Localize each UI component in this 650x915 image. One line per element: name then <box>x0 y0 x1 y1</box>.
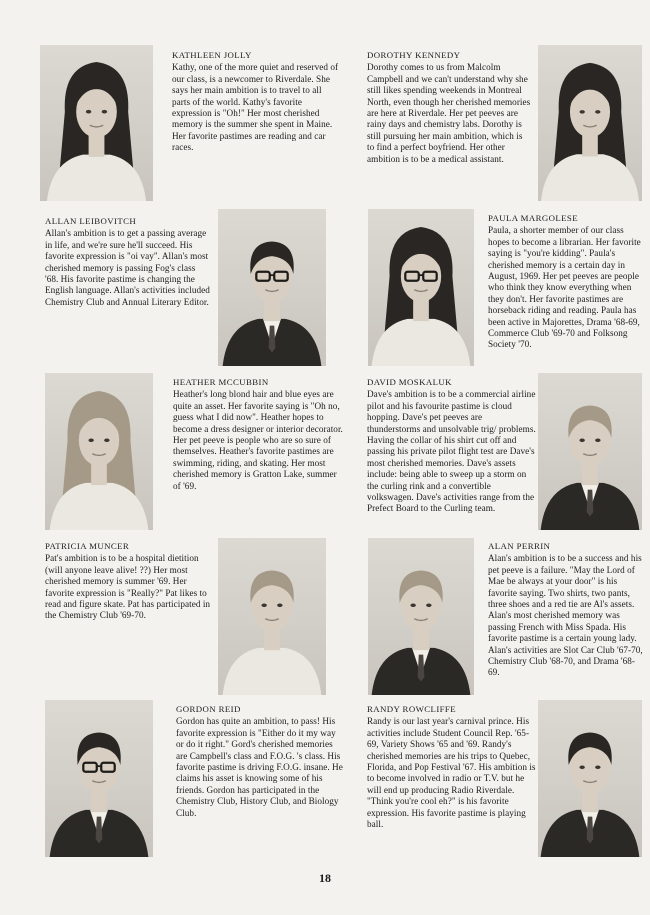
portrait-photo <box>368 209 474 366</box>
student-bio: Pat's ambition is to be a hospital dietition (will anyone leave alive! ??) Her most cherished memory is summer '69. Her favorite expression is "Really?" Pat likes to read and figure skate. Pat has participated in the Chemistry Club '69-70. <box>45 553 211 621</box>
student-name: ALAN PERRIN <box>488 541 551 551</box>
student-entry <box>172 50 340 154</box>
student-name: RANDY ROWCLIFFE <box>367 704 457 714</box>
student-entry <box>488 541 644 679</box>
student-entry <box>488 213 644 351</box>
student-entry <box>45 541 213 622</box>
portrait-photo <box>538 700 642 857</box>
student-bio: Dave's ambition is to be a commercial airline pilot and his favourite pastime is cloud hopping. Dave's pet peeves are thunderstorms and unsolvable trig/ problems. Having the collar of his shirt cut off and passing his private pilot flight test are Dave's most cherished memories. Dave's assets include: being able to sweep up a storm on the curling rink and a convertible volkswagen. Dave's activities range from the Prefect Board to the Curling team. <box>367 389 536 514</box>
student-entry <box>45 216 210 308</box>
student-entry <box>176 704 344 819</box>
student-bio: Alan's ambition is to be a success and his pet peeve is a failure. "May the Lord of Mae be always at your door" is his favorite saying. Two shirts, two pants, three shoes and a red tie are Al's assets. Alan's most cherished memory was passing French with Miss Spada. His favorite pastime is a certain young lady. Alan's activities are Slot Car Club '67-70, Chemistry Club '68-70, and Drama '68-69. <box>488 553 643 678</box>
student-name: PAULA MARGOLESE <box>488 213 578 223</box>
student-entry <box>367 704 537 830</box>
portrait-photo <box>40 45 153 201</box>
student-bio: Randy is our last year's carnival prince. His activities include Student Council Rep. '65-69, Variety Shows '65 and '69. Randy's cherished memories are his trips to Quebec, Florida, and Pop Festival '67. His ambition is to become involved in radio or T.V. but he will end up producing Radio Riverdale. "Think you're cool eh?" is his favorite expression. His favorite pastime is playing ball. <box>367 716 536 830</box>
student-name: PATRICIA MUNCER <box>45 541 130 551</box>
portrait-photo <box>538 45 642 201</box>
student-bio: Kathy, one of the more quiet and reserved of our class, is a newcomer to Riverdale. She says her main ambition is to travel to all parts of the world. Kathy's favorite expression is "Oh!" Her most cherished memory is the summer she spent in Maine. Her favorite pastimes are reading and car races. <box>172 62 339 153</box>
student-bio: Gordon has quite an ambition, to pass! His favorite expression is "Either do it my way or do it right." Gord's cherished memories are Campbell's class and F.O.G. 's class. His favorite pastime is driving F.O.G. insane. He claims his asset is knowing some of his friends. Gordon has participated in the Chemistry Club, History Club, and Biology Club. <box>176 716 343 818</box>
portrait-photo <box>218 538 326 695</box>
student-entry <box>367 50 532 165</box>
student-name: GORDON REID <box>176 704 241 714</box>
student-name: DOROTHY KENNEDY <box>367 50 461 60</box>
student-bio: Dorothy comes to us from Malcolm Campbell and we can't understand why she still likes spending weekends in Montreal North, even though her cherished memories are here at Riverdale. Her pet peeves are rainy days and chemistry labs. Dorothy is still pursuing her main ambition, which is to find a perfect boyfriend. Her other ambition is to be a medical assistant. <box>367 62 531 164</box>
page-number: 18 <box>319 871 331 885</box>
portrait-photo <box>368 538 474 695</box>
student-name: HEATHER MCCUBBIN <box>173 377 269 387</box>
student-name: DAVID MOSKALUK <box>367 377 452 387</box>
portrait-photo <box>538 373 642 530</box>
student-name: ALLAN LEIBOVITCH <box>45 216 137 226</box>
student-entry <box>173 377 343 492</box>
student-bio: Paula, a shorter member of our class hopes to become a librarian. Her favorite saying is "you're kidding". Paula's cherished memory is a certain day in August, 1969. Her pet peeves are people who think they know everything when they don't. Her favorite pastimes are horseback riding and reading. Paula has been active in Majorettes, Drama '68-69, Commerce Club '69-70 and Folksong Society '70. <box>488 225 641 350</box>
student-bio: Heather's long blond hair and blue eyes are quite an asset. Her favorite saying is "Oh no, guess what I did now". Heather hopes to become a dress designer or interior decorator. Her pet peeve is people who are so sure of themselves. Heather's favorite pastimes are swimming, riding, and skating. Her most cherished memory is Gratton Lake, summer of '69. <box>173 389 343 491</box>
student-entry <box>367 377 537 515</box>
portrait-photo <box>45 700 153 857</box>
student-bio: Allan's ambition is to get a passing average in life, and we're sure he'll succeed. His favorite expression is "oi vay". Allan's most cherished memory is passing Fog's class '68. His favorite pastime is changing the English language. Allan's activities included Chemistry Club and Annual Literary Editor. <box>45 228 210 307</box>
portrait-photo <box>45 373 153 530</box>
portrait-photo <box>218 209 326 366</box>
student-name: KATHLEEN JOLLY <box>172 50 252 60</box>
